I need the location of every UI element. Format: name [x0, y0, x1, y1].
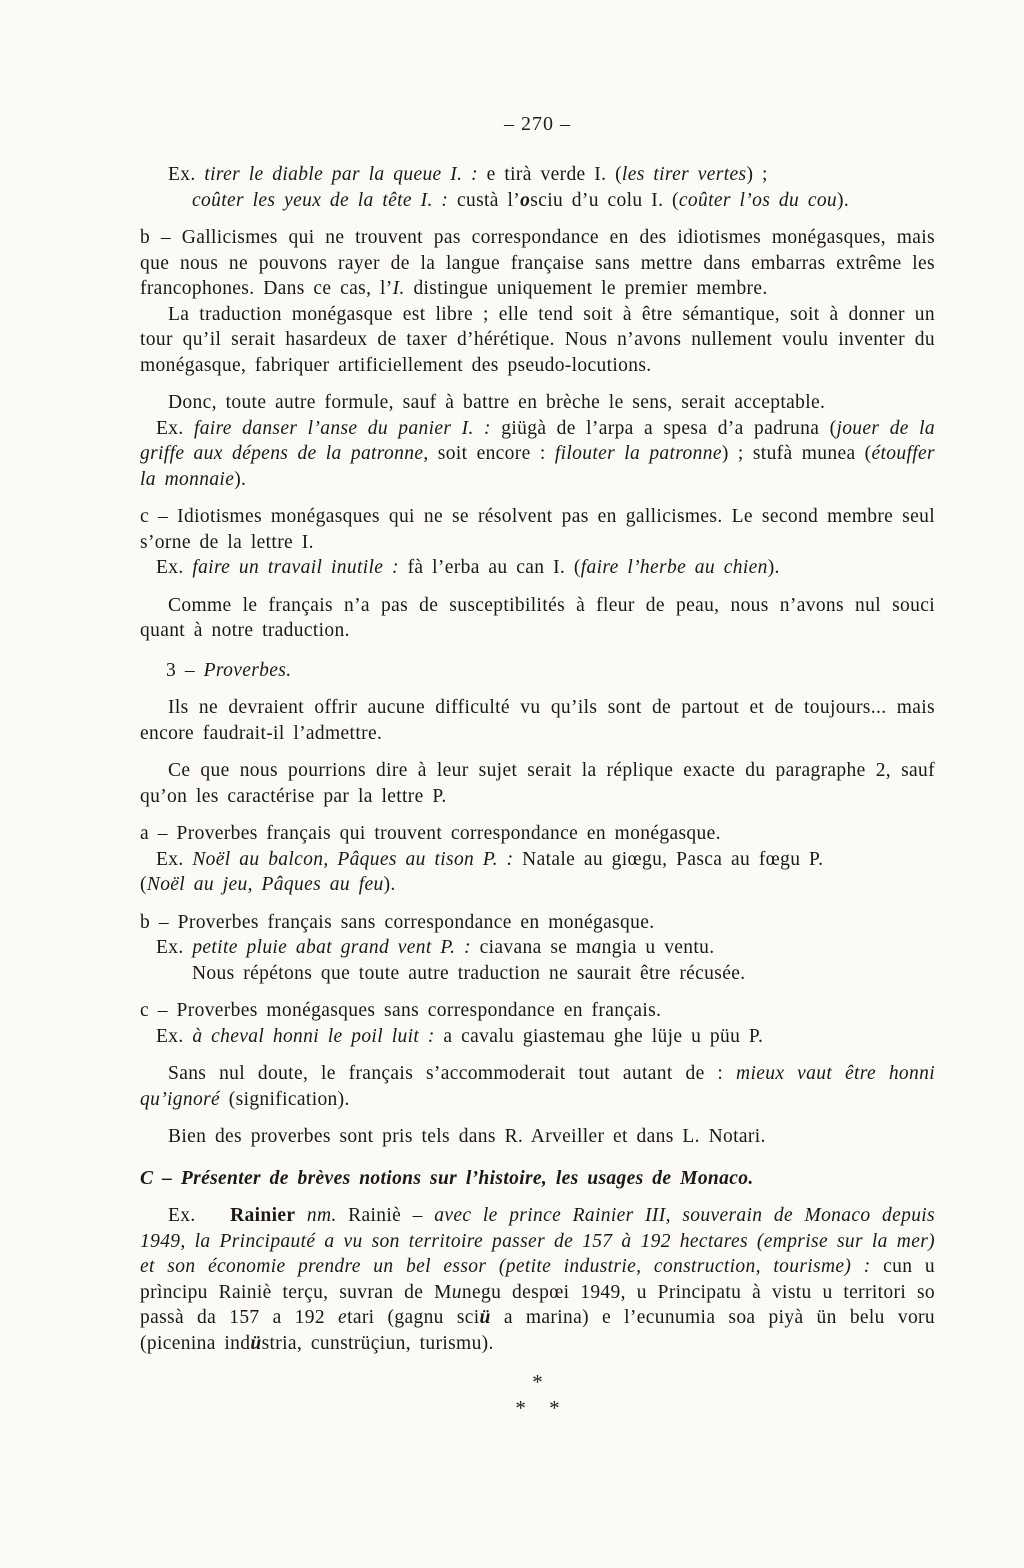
example-faire-danser: [140, 416, 935, 493]
text-run: Ex.: [156, 557, 193, 578]
text-run: Ex.: [168, 164, 205, 185]
text-run: sciu d’u colu I. (: [530, 189, 679, 211]
text-run: c – Idiotismes monégasques qui ne se résolvent pas en gallicismes. Le second membre seul s’orne de la lettre I.: [140, 506, 935, 553]
text-run: C – Présenter de brèves notions sur l’histoire, les usages de Monaco.: [140, 1167, 754, 1189]
text-run: [295, 1205, 307, 1226]
paragraph-rainier-entry: [140, 1203, 935, 1356]
item-c-proverbes-monegasques: [140, 998, 935, 1024]
text-run: e: [338, 1307, 348, 1328]
text-run: petite pluie abat grand vent P. :: [192, 937, 480, 958]
text-run: a: [591, 937, 602, 958]
text-run: Proverbes.: [203, 659, 292, 681]
text-run: ).: [837, 189, 850, 211]
example-line-couter: [140, 188, 935, 214]
text-run: Natale au giœgu, Pasca au fœgu P.: [522, 848, 824, 870]
example-petite-pluie: [140, 935, 935, 961]
text-run: Ils ne devraient offrir aucune difficulté vu qu’ils sont de partout et de toujours... mais encore faudrait-il l’admettre.: [140, 697, 935, 744]
text-column: [140, 112, 935, 1420]
text-run: les tirer vertes: [621, 164, 747, 185]
text-run: Ex.: [156, 848, 193, 870]
page-number: – 270 –: [504, 113, 571, 135]
note-nous-repetons: [140, 961, 935, 987]
text-run: distingue uniquement le premier membre.: [404, 278, 768, 299]
text-run: ) ;: [746, 164, 768, 185]
text-run: filouter la patronne: [554, 443, 722, 464]
asterisk-dinkus: [140, 1370, 935, 1420]
text-run: jouer de la griffe aux dépens de la patronne,: [140, 417, 936, 464]
text-run: Ce que nous pourrions dire à leur sujet serait la réplique exacte du paragraphe 2, sauf qu’on les caractérise par la lettre P.: [140, 760, 935, 807]
text-run: e tirà verde I. (: [486, 164, 622, 185]
text-run: ü: [479, 1307, 491, 1328]
text-run: ).: [767, 557, 780, 578]
text-run: fà l’erba au can I. (: [407, 557, 581, 578]
text-run: ciavana se m: [479, 937, 592, 958]
text-run: cun u prìncipu Rainiè terçu, suvran de M: [140, 1256, 935, 1303]
text-run: a – Proverbes français qui trouvent correspondance en monégasque.: [140, 823, 721, 844]
text-run: o: [520, 189, 531, 211]
paragraph-b-gallicismes: [140, 225, 935, 302]
text-run: custà l’: [456, 189, 521, 211]
text-run: faire l’herbe au chien: [580, 557, 768, 578]
text-run: Rainiè –: [336, 1205, 435, 1226]
text-run: c – Proverbes monégasques sans correspondance en français.: [140, 1000, 662, 1021]
section-3-proverbes: [140, 658, 935, 684]
paragraph-ils-ne-devraient: [140, 695, 935, 746]
example-travail-inutile: [140, 555, 935, 581]
paragraph-bien-des-proverbes: [140, 1124, 935, 1150]
text-run: avec le prince Rainier III, souverain de Monaco depuis 1949, la Principauté a vu son territoire passer de 157 à 192 hectares (emprise sur la mer) et son économie prendre un bel essor (petite industrie, construction, tourisme) :: [140, 1205, 936, 1277]
text-run: a cavalu giastemau ghe lüje u püu P.: [443, 1025, 764, 1047]
text-run: faire danser l’anse du panier I. :: [193, 417, 502, 439]
text-run: nm.: [306, 1205, 337, 1226]
item-b-proverbes-sans: [140, 910, 935, 936]
text-run: ü: [250, 1332, 262, 1354]
text-run: Ex.: [156, 937, 193, 958]
text-run: negu despœi 1949, u Principatu à vistu u territori so passà da 157 a 192: [140, 1281, 935, 1328]
dinkus-top-asterisk: *: [532, 1370, 543, 1394]
text-body: [140, 162, 935, 1356]
text-run: La traduction monégasque est libre ; elle tend soit à être sémantique, soit à donner un tour qu’il serait hasardeux de taxer d’hérétique. Nous n’avons nullement voulu inventer du monégasque, fabriquer artificiellement des pseudo-locutions.: [140, 303, 935, 376]
text-run: tari (gagnu sci: [347, 1307, 480, 1328]
text-run: ).: [234, 468, 247, 490]
text-run: Ex.: [156, 1025, 193, 1047]
text-run: ) ; stufà munea (: [721, 443, 872, 464]
example-noel-au-balcon: [140, 847, 935, 898]
example-line-tirer: [140, 162, 935, 188]
text-run: coûter les yeux de la tête I. :: [192, 189, 457, 211]
dinkus-bottom-asterisks: * *: [515, 1396, 560, 1420]
text-run: Rainier: [230, 1205, 296, 1226]
paragraph-ce-que-nous: [140, 758, 935, 809]
text-run: ngia u ventu.: [601, 937, 715, 958]
text-run: soit encore :: [428, 443, 555, 464]
paragraph-la-traduction: [140, 302, 935, 379]
text-run: (signification).: [220, 1088, 350, 1110]
text-run: (: [140, 874, 147, 895]
text-run: Comme le français n’a pas de susceptibilités à fleur de peau, nous n’avons nul souci quant à notre traduction.: [140, 594, 935, 641]
text-run: Bien des proverbes sont pris tels dans R. Arveiller et dans L. Notari.: [168, 1126, 766, 1147]
paragraph-sans-nul-doute: [140, 1061, 935, 1112]
text-run: u: [451, 1281, 462, 1303]
text-run: Noël au jeu, Pâques au feu: [146, 874, 384, 895]
text-run: Noël au balcon, Pâques au tison P. :: [192, 848, 523, 870]
text-run: tirer le diable par la queue I. :: [204, 164, 487, 185]
example-a-cheval-honni: [140, 1024, 935, 1050]
text-run: b – Proverbes français sans correspondance en monégasque.: [140, 911, 655, 933]
text-run: Ex.: [156, 417, 194, 439]
item-a-proverbes-francais: [140, 821, 935, 847]
text-run: étouffer la monnaie: [140, 443, 935, 490]
text-run: ).: [383, 874, 396, 895]
paragraph-comme-le-francais: [140, 593, 935, 644]
text-run: Ex.: [168, 1205, 231, 1226]
paragraph-c-idiotismes: [140, 504, 935, 555]
text-run: b – Gallicismes qui ne trouvent pas correspondance en des idiotismes monégasques, mais que nous ne pouvons rayer de la langue française sans mettre dans embarras extrême les francophones. Dans ce cas, l’: [140, 227, 935, 299]
text-run: 3 –: [166, 659, 204, 681]
text-run: a marina) e l’ecunumia soa piyà ün belu voru (picenina ind: [140, 1307, 935, 1354]
text-run: faire un travail inutile :: [192, 557, 408, 578]
text-run: Nous répétons que toute autre traduction ne saurait être récusée.: [192, 962, 746, 984]
text-run: coûter l’os du cou: [678, 189, 838, 211]
text-run: mieux vaut être honni qu’ignoré: [140, 1063, 935, 1110]
text-run: à cheval honni le poil luit :: [192, 1025, 444, 1047]
heading-c-presenter: [140, 1166, 935, 1192]
text-run: I.: [392, 278, 405, 299]
text-run: Donc, toute autre formule, sauf à battre en brèche le sens, serait acceptable.: [168, 392, 826, 413]
paragraph-donc: [140, 390, 935, 416]
text-run: Sans nul doute, le français s’accommoderait tout autant de :: [168, 1063, 737, 1084]
text-run: giügà de l’arpa a spesa d’a padruna (: [501, 417, 837, 439]
text-run: stria, cunstrüçiun, turismu).: [261, 1332, 494, 1354]
